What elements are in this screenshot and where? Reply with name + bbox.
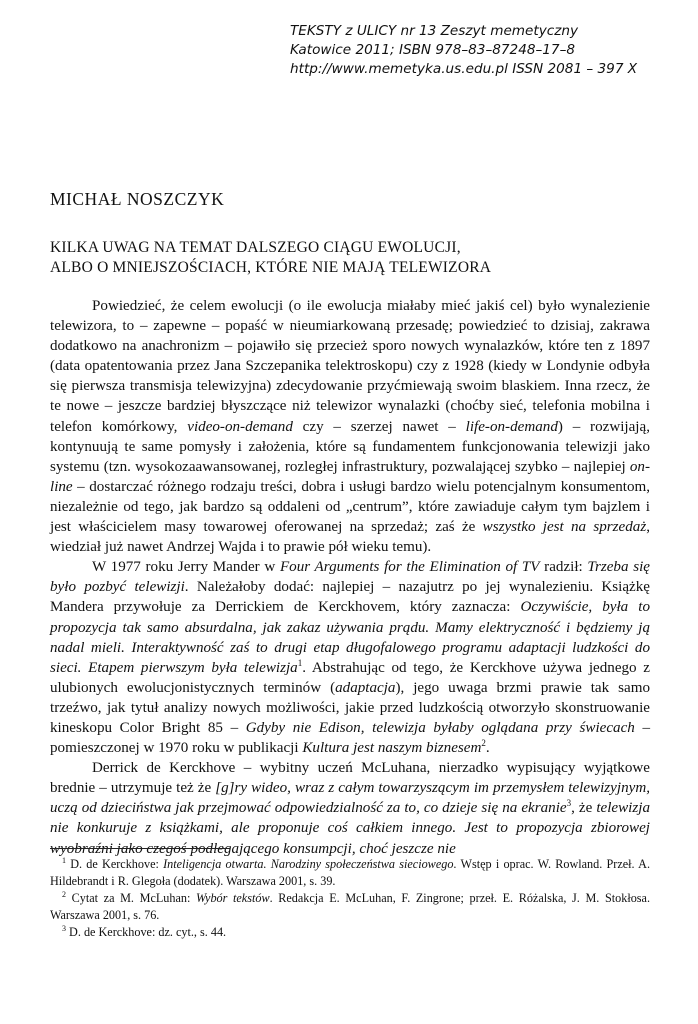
text-span: Cytat za M. McLuhan: [66,891,197,905]
footnote-number: 2 [62,889,66,899]
text-span: , że [571,800,597,817]
text-span: ) – rozwijają, kontynuują te same pomysły i założenia, które są fundamentem funkcjonowania telewizji jako systemu (tzn. wysokozaawansowanej, rozległej infrastruktury, pozwalającej szybko – najlepiej [50,418,650,475]
text-span: czy – szerzej nawet – [292,418,466,435]
italic-span: life-on-demand [465,418,558,435]
header-line-url-issn: http://www.memetyka.us.edu.pl ISSN 2081 – 397 X [290,61,638,77]
footnote-1 [50,856,650,890]
text-span: . [485,740,490,757]
italic-span: telewizja nie konkuruje z książkami, ale proponuje coś całkiem innego. Jest to propozycja zbiorowej wyobraźni jako czegoś podlegającego konsumpcji, choć jeszcze nie [50,800,650,857]
text-span: , wiedział już nawet Andrzej Wajda i to prawie pół wieku temu). [50,519,651,556]
italic-span: Oczywiście, była to propozycja tak samo absurdalna, jak zakaz używania prądu. Mamy elektryczność i będziemy ją nadal mieli. Interaktywność zaś to drugi etap długofalowego programu adaptacji ludzkości do sieci. Etapem pierwszym była telewizja [50,599,650,676]
italic-span: Kultura jest naszym biznesem [302,740,482,757]
footnote-ref-2[interactable]: 2 [481,738,486,749]
text-span: . Abstrahując od tego, że Kerckhove używa jednego z ulubionych ewolucjonistycznych terminów ( [50,659,651,696]
title-line-2: ALBO O MNIEJSZOŚCIACH, KTÓRE NIE MAJĄ TELEWIZORA [50,259,492,276]
paragraph-3 [50,758,650,858]
title-line-1: KILKA UWAG NA TEMAT DALSZEGO CIĄGU EWOLUCJI, [50,239,461,256]
footnote-ref-1[interactable]: 1 [297,657,303,668]
text-span: . Wstęp i oprac. W. Rowland. Przeł. A. Hildebrandt i R. Glegoła (dodatek). Warszawa 2001, s. 39. [50,857,650,888]
header-line-isbn: Katowice 2011; ISBN 978–83–87248–17–8 [290,42,576,58]
footnote-divider [50,848,230,849]
italic-span: adaptacja [335,679,396,696]
text-span: ), jego uwaga brzmi prawie tak samo trzeźwo, jak tytuł analizy nowych możliwości, jakie przed ludzkością otworzyło skonstruowanie kineskopu Color Bright 85 – [50,679,650,736]
text-span: . Redakcja E. McLuhan, F. Zingrone; przeł. E. Różalska, J. M. Stokłosa. Warszawa 2001, s. 76. [50,891,650,922]
paragraph-2 [50,557,650,758]
header-line-journal: TEKSTY z ULICY nr 13 Zeszyt memetyczny [290,23,579,39]
italic-span: wszystko jest na sprzedaż [482,519,647,536]
italic-span: Wybór tekstów [196,891,270,905]
text-span: Powiedzieć, że celem ewolucji (o ile ewolucja miałaby mieć jakiś cel) było wynalezienie telewizora, to – zapewne – popaść w nieumiarkowaną przesadę; powiedzieć to dzisiaj, zakrawa dodatkowo na anachronizm – pojawiło się przecież sporo nowych wynalazków, które ten z 1897 (data opatentowania przez Jana Szczepanika telektroskopu) czy z 1928 (kiedy w Londynie odbyła się pierwsza transmisja telewizyjna) zdecydowanie przyćmiewają swoim blaskiem. Inna rzecz, że te nowe – jeszcze bardziej błyszczące niż telewizor wynalazki (choćby sieć, telefonia mobilna i telefon komórkowy, [50,298,650,435]
text-span: – dostarczać różnego rodzaju treści, dobra i usługi bardzo wielu potencjalnym konsumentom, niezależnie od tego, jak bardzo są oddaleni od „centrum”, które zawiaduje całym tym bajzlem i jest właścicielem masy towarowej oferowanej na sprzedaż; zaś że [50,478,650,536]
text-span: radził: [539,559,588,576]
article-title [50,238,650,278]
footnote-3 [50,924,650,941]
italic-span: video-on-demand [187,418,293,435]
paragraph-1 [50,296,650,557]
journal-header [290,22,650,79]
text-span: D. de Kerckhove: dz. cyt., s. 44. [66,925,227,939]
article-body [50,296,650,859]
text-span: D. de Kerckhove: [66,857,164,871]
italic-span: Gdyby nie Edison, telewizja byłaby oglądana przy świecach [245,719,635,736]
footnotes [50,856,650,941]
text-span: – pomieszczonej w 1970 roku w publikacji [50,719,650,757]
author-name: MICHAŁ NOSZCZYK [50,189,225,209]
footnote-ref-3[interactable]: 3 [566,798,572,809]
italic-span: Trzeba się było pozbyć telewizji [50,559,650,596]
italic-span: Four Arguments for the Elimination of TV [279,559,540,576]
text-span: W 1977 roku Jerry Mander w [92,559,280,576]
text-span: Derrick de Kerckhove – wybitny uczeń McLuhana, nierzadko wypisujący wyjątkowe brednie – utrzymuje też że [50,760,650,797]
text-span: . Należałoby dodać: najlepiej – nazajutrz po jej wynalezieniu. Książkę Mandera przywołuje za Derrickiem de Kerckhovem, który zaznacza: [50,579,650,616]
footnote-number: 3 [62,923,66,933]
italic-span: Inteligencja otwarta. Narodziny społeczeństwa sieciowego [163,857,454,871]
footnote-number: 1 [62,855,66,865]
footnote-2 [50,890,650,924]
italic-span: [g]ry wideo, wraz z całym towarzyszącym im przemysłem telewizyjnym, uczą od dzieciństwa jak przejmować odpowiedzialność za to, co dzieje się na ekranie [50,780,650,817]
italic-span: on-line [50,458,650,495]
